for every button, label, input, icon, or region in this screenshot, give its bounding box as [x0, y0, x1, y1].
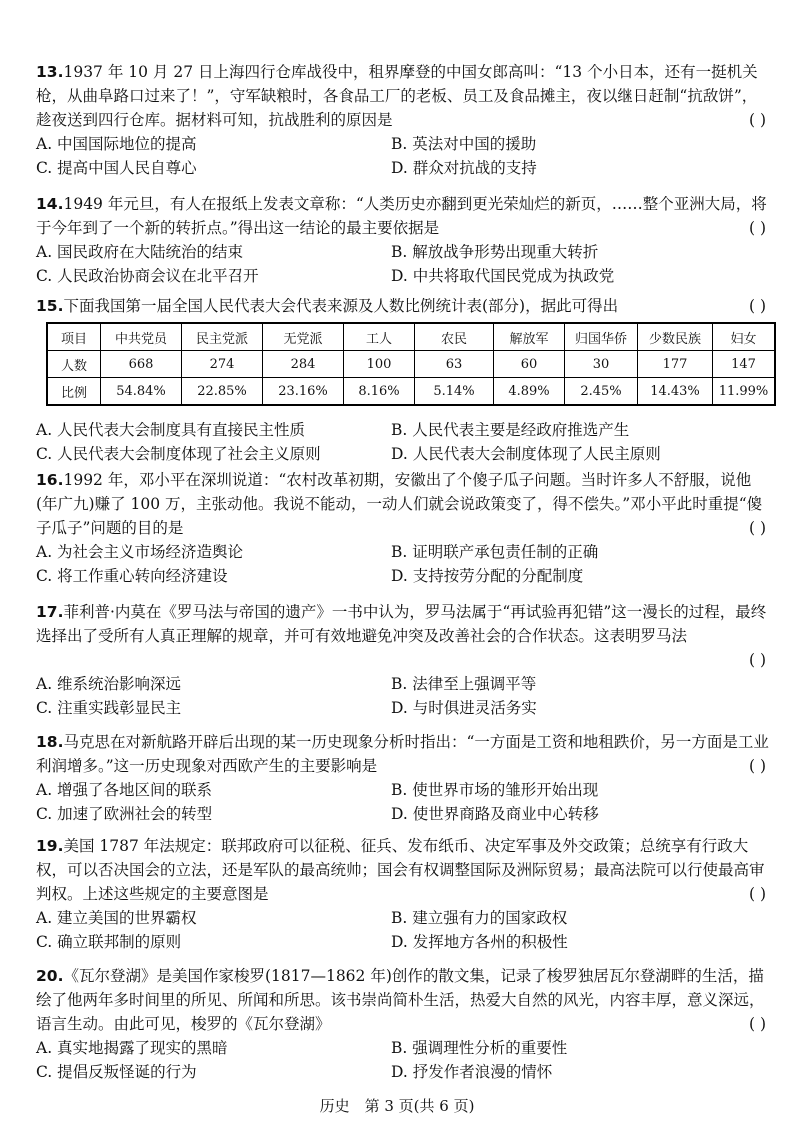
table-cell: 54.84% — [101, 378, 182, 406]
table-cell: 8.16% — [344, 378, 415, 406]
question-19 — [36, 834, 772, 954]
option-b[interactable]: B. 英法对中国的援助 — [391, 135, 537, 153]
delegate-table — [46, 322, 776, 406]
option-c[interactable]: C. 确立联邦制的原则 — [36, 933, 182, 951]
question-14 — [36, 192, 772, 288]
question-stem: 15.下面我国第一届全国人民代表大会代表来源及人数比例统计表(部分)，据此可得出 ( ) — [36, 297, 766, 315]
option-c[interactable]: C. 人民政治协商会议在北平召开 — [36, 267, 259, 285]
option-d[interactable]: D. 中共将取代国民党成为执政党 — [391, 267, 615, 285]
table-cell: 农民 — [415, 323, 494, 351]
option-c[interactable]: C. 提高中国人民自尊心 — [36, 159, 197, 177]
options — [36, 540, 772, 588]
question-stem: 20.《瓦尔登湖》是美国作家梭罗(1817—1862 年)创作的散文集，记录了梭罗独居瓦尔登湖畔的生活，描绘了他两年多时间里的所见、所闻和所思。该书崇尚简朴生活，热爱大自然的风光，内容丰厚，意义深远，语言生动。由此可见，梭罗的《瓦尔登湖》 ( ) — [36, 967, 766, 1033]
question-16 — [36, 468, 772, 588]
option-c[interactable]: C. 将工作重心转向经济建设 — [36, 567, 228, 585]
table-cell: 中共党员 — [101, 323, 182, 351]
options — [36, 132, 772, 180]
table-cell: 人数 — [47, 351, 101, 378]
option-d[interactable]: D. 群众对抗战的支持 — [391, 159, 537, 177]
question-15-options — [36, 418, 772, 466]
option-a[interactable]: A. 增强了各地区间的联系 — [36, 781, 213, 799]
table-cell: 30 — [565, 351, 638, 378]
table-row — [47, 378, 775, 406]
question-stem: 13.1937 年 10 月 27 日上海四行仓库战役中，租界摩登的中国女郎高叫：“13 个小日本，还有一挺机关枪，从曲阜路口过来了！”，守军缺粮时，各食品工厂的老板、员工及食品摊主，夜以继日赶制“抗敌饼”，趁夜送到四行仓库。据材料可知，抗战胜利的原因是 ( ) — [36, 63, 766, 129]
table-cell: 无党派 — [263, 323, 344, 351]
option-c[interactable]: C. 注重实践彰显民主 — [36, 699, 182, 717]
table-cell: 2.45% — [565, 378, 638, 406]
option-c[interactable]: C. 提倡反叛怪诞的行为 — [36, 1063, 197, 1081]
option-a[interactable]: A. 国民政府在大陆统治的结束 — [36, 243, 244, 261]
option-a[interactable]: A. 建立美国的世界霸权 — [36, 909, 197, 927]
question-stem: 16.1992 年，邓小平在深圳说道：“农村改革初期，安徽出了个傻子瓜子问题。当时许多人不舒服，说他(年广九)赚了 100 万，主张动他。我说不能动，一动人们就会说政策变了，得不偿失。”邓小平此时重提“傻子瓜子”问题的目的是 ( ) — [36, 471, 766, 537]
question-20 — [36, 964, 772, 1084]
table-header-row — [47, 323, 775, 351]
option-b[interactable]: B. 强调理性分析的重要性 — [391, 1039, 568, 1057]
question-stem: 18.马克思在对新航路开辟后出现的某一历史现象分析时指出：“一方面是工资和地租跌价，另一方面是工业利润增多。”这一历史现象对西欧产生的主要影响是 ( ) — [36, 733, 769, 775]
option-d[interactable]: D. 支持按劳分配的分配制度 — [391, 567, 584, 585]
table-cell: 177 — [638, 351, 713, 378]
question-15 — [36, 294, 772, 318]
options — [36, 672, 772, 720]
table-cell: 23.16% — [263, 378, 344, 406]
table-cell: 147 — [713, 351, 776, 378]
question-13 — [36, 60, 772, 180]
table-cell: 民主党派 — [182, 323, 263, 351]
table-cell: 5.14% — [415, 378, 494, 406]
table-cell: 11.99% — [713, 378, 776, 406]
question-stem: 17.菲利普·内莫在《罗马法与帝国的遗产》一书中认为，罗马法属于“再试验再犯错”这一漫长的过程，最终选择出了受所有人真正理解的规章，并可有效地避免冲突及改善社会的合作状态。这表明罗马法 — [36, 603, 767, 645]
table-cell: 比例 — [47, 378, 101, 406]
question-18 — [36, 730, 772, 826]
option-d[interactable]: D. 人民代表大会制度体现了人民主原则 — [391, 445, 661, 463]
question-stem: 14.1949 年元旦，有人在报纸上发表文章称：“人类历史亦翻到更光荣灿烂的新页，……整个亚洲大局，将于今年到了一个新的转折点。”得出这一结论的最主要依据是 ( ) — [36, 195, 767, 237]
option-d[interactable]: D. 与时俱进灵活务实 — [391, 699, 537, 717]
options — [36, 1036, 772, 1084]
table-cell: 少数民族 — [638, 323, 713, 351]
options — [36, 240, 772, 288]
option-a[interactable]: A. 维系统治影响深远 — [36, 675, 182, 693]
option-b[interactable]: B. 建立强有力的国家政权 — [391, 909, 568, 927]
options — [36, 906, 772, 954]
option-b[interactable]: B. 法律至上强调平等 — [391, 675, 537, 693]
option-b[interactable]: B. 人民代表主要是经政府推选产生 — [391, 421, 630, 439]
options — [36, 778, 772, 826]
table-cell: 22.85% — [182, 378, 263, 406]
question-stem: 19.美国 1787 年法规定：联邦政府可以征税、征兵、发布纸币、决定军事及外交政策；总统享有行政大权，可以否决国会的立法，还是军队的最高统帅；国会有权调整国际及洲际贸易；最高法院可以行使最高审判权。上述这些规定的主要意图是 ( ) — [36, 837, 766, 903]
table-cell: 668 — [101, 351, 182, 378]
table-cell: 4.89% — [494, 378, 565, 406]
option-d[interactable]: D. 发挥地方各州的积极性 — [391, 933, 568, 951]
option-a[interactable]: A. 真实地揭露了现实的黑暗 — [36, 1039, 228, 1057]
page-footer: 历史 第 3 页(共 6 页) — [319, 1097, 475, 1115]
table-cell: 100 — [344, 351, 415, 378]
option-b[interactable]: B. 使世界市场的雏形开始出现 — [391, 781, 599, 799]
option-d[interactable]: D. 抒发作者浪漫的情怀 — [391, 1063, 553, 1081]
option-c[interactable]: C. 加速了欧洲社会的转型 — [36, 805, 213, 823]
option-a[interactable]: A. 为社会主义市场经济造舆论 — [36, 543, 244, 561]
table-cell: 274 — [182, 351, 263, 378]
option-b[interactable]: B. 证明联产承包责任制的正确 — [391, 543, 599, 561]
table-cell: 项目 — [47, 323, 101, 351]
table-cell: 63 — [415, 351, 494, 378]
table-row — [47, 351, 775, 378]
table-cell: 14.43% — [638, 378, 713, 406]
table-cell: 归国华侨 — [565, 323, 638, 351]
option-d[interactable]: D. 使世界商路及商业中心转移 — [391, 805, 599, 823]
table-cell: 妇女 — [713, 323, 776, 351]
table-cell: 60 — [494, 351, 565, 378]
option-a[interactable]: A. 中国国际地位的提高 — [36, 135, 197, 153]
option-b[interactable]: B. 解放战争形势出现重大转折 — [391, 243, 599, 261]
option-c[interactable]: C. 人民代表大会制度体现了社会主义原则 — [36, 445, 321, 463]
question-17: 17.菲利普·内莫在《罗马法与帝国的遗产》一书中认为，罗马法属于“再试验再犯错”这一漫长的过程，最终选择出了受所有人真正理解的规章，并可有效地避免冲突及改善社会的合作状态。这表明罗马法 ( ) A. 维系统治影响深远 B. 法律至上强调平等 C. 注重实践彰显民主 D. 与时俱进灵活务实 — [36, 600, 772, 720]
options — [36, 418, 772, 466]
table-cell: 284 — [263, 351, 344, 378]
option-a[interactable]: A. 人民代表大会制度具有直接民主性质 — [36, 421, 306, 439]
table-cell: 工人 — [344, 323, 415, 351]
table-cell: 解放军 — [494, 323, 565, 351]
